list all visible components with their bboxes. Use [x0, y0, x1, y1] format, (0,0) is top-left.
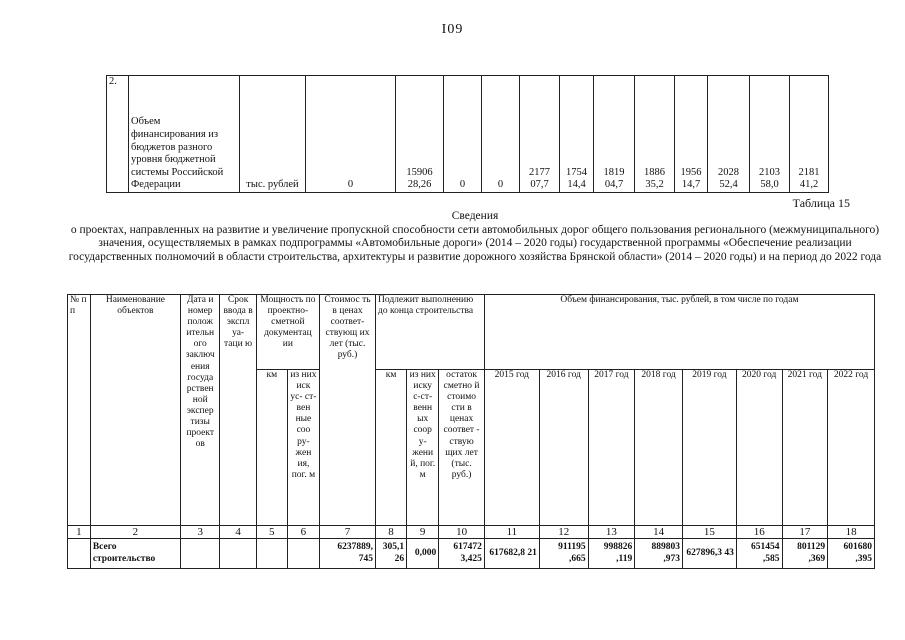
- total-num: [68, 539, 91, 569]
- header-remainder: остаток сметно й стоимо сти в ценах соответ - ствую щих лет (тыс. руб.): [439, 370, 485, 526]
- total-km: 305,1 26: [376, 539, 407, 569]
- header-financing: Объем финансирования, тыс. рублей, в том числе по годам: [484, 295, 874, 370]
- main-table: [67, 294, 875, 569]
- header-year: 2021 год: [782, 370, 828, 526]
- row-number: 2.: [107, 76, 129, 193]
- total-year: 617682,8 21: [484, 539, 539, 569]
- header-artificial: из них иск ус- ст- вен ные соо ру- жен ия, пог. м: [287, 370, 319, 526]
- header-artificial-remaining: из них иску с-ст- венн ых соор у- жени й, пог. м: [407, 370, 439, 526]
- total-row: [68, 539, 875, 569]
- column-number: 9: [407, 526, 439, 539]
- section-heading: [60, 210, 890, 264]
- row-cell: 1886 35,2: [635, 76, 675, 193]
- total-year: 889803 ,973: [635, 539, 683, 569]
- heading-title: Сведения: [451, 210, 499, 222]
- header-km-remaining: км: [376, 370, 407, 526]
- total-year: 651454 ,585: [736, 539, 782, 569]
- header-name: Наименование объектов: [90, 295, 180, 526]
- row-unit: тыс. рублей: [240, 76, 306, 193]
- header-year: 2020 год: [736, 370, 782, 526]
- header-remaining: Подлежит выполнению до конца строительства: [376, 295, 485, 370]
- total-term: [220, 539, 256, 569]
- total-year: 627896,3 43: [682, 539, 736, 569]
- row-cell: 2177 07,7: [520, 76, 560, 193]
- header-cost: Стоимос ть в ценах соответ- ствующ их лет (тыс. руб.): [320, 295, 376, 526]
- column-number: 13: [588, 526, 635, 539]
- page-number: I09: [441, 22, 464, 37]
- header-term: Срок ввода в экспл уа- таци ю: [220, 295, 256, 526]
- column-number: 1: [68, 526, 91, 539]
- top-table: [106, 75, 829, 193]
- table-label: Таблица 15: [792, 196, 850, 210]
- row-cell: 2103 58,0: [750, 76, 790, 193]
- row-cell: 2181 41,2: [790, 76, 829, 193]
- row-cell: 1754 14,4: [560, 76, 594, 193]
- column-number: 17: [782, 526, 828, 539]
- row-cell: 1819 04,7: [594, 76, 635, 193]
- row-cell: 0: [444, 76, 482, 193]
- header-num: № п п: [68, 295, 91, 526]
- row-cell: 0: [306, 76, 396, 193]
- column-number: 14: [635, 526, 683, 539]
- total-year: 911195 ,665: [539, 539, 588, 569]
- column-numbers-row: [68, 526, 875, 539]
- column-number: 2: [90, 526, 180, 539]
- row-cell: 1956 14,7: [675, 76, 708, 193]
- header-year: 2022 год: [828, 370, 875, 526]
- column-number: 11: [484, 526, 539, 539]
- column-number: 7: [320, 526, 376, 539]
- column-number: 8: [376, 526, 407, 539]
- top-table-row: [107, 76, 829, 193]
- column-number: 5: [256, 526, 287, 539]
- total-remainder: 617472 3,425: [439, 539, 485, 569]
- row-cell: 15906 28,26: [396, 76, 444, 193]
- column-number: 18: [828, 526, 875, 539]
- total-label: Всего строительство: [90, 539, 180, 569]
- column-number: 12: [539, 526, 588, 539]
- header-km: км: [256, 370, 287, 526]
- total-date: [181, 539, 220, 569]
- column-number: 4: [220, 526, 256, 539]
- header-date: Дата и номер полож ительн ого заключ ения госуда рствен ной экспер тизы проект ов: [181, 295, 220, 526]
- column-number: 6: [287, 526, 319, 539]
- header-year: 2017 год: [588, 370, 635, 526]
- total-capacity-km: [256, 539, 287, 569]
- total-capacity-artificial: [287, 539, 319, 569]
- row-cell: 2028 52,4: [708, 76, 750, 193]
- total-year: 601680 ,395: [828, 539, 875, 569]
- row-name: Объем финансирования из бюджетов разного уровня бюджетной системы Российской Федерации: [129, 76, 240, 193]
- header-year: 2018 год: [635, 370, 683, 526]
- header-year: 2015 год: [484, 370, 539, 526]
- total-year: 998826 ,119: [588, 539, 635, 569]
- column-number: 10: [439, 526, 485, 539]
- row-cell: 0: [482, 76, 520, 193]
- header-capacity: Мощность по проектно- сметной документац ии: [256, 295, 319, 370]
- total-artificial: 0,000: [407, 539, 439, 569]
- heading-text: о проектах, направленных на развитие и увеличение пропускной способности сети автомобильных дорог общего пользования регионального (межмуниципального) значения, осуществляемых в рамках подпрограммы «Автомобильные дороги» (2014 – 2020 годы) государственной программы «Обеспечение реализации государственных полномочий в области строительства, архитектуры и развитие дорожного хозяйства Брянской области» (2014 – 2020 годы) и на период до 2022 года: [68, 223, 882, 263]
- header-year: 2016 год: [539, 370, 588, 526]
- column-number: 15: [682, 526, 736, 539]
- header-year: 2019 год: [682, 370, 736, 526]
- total-year: 801129 ,369: [782, 539, 828, 569]
- column-number: 3: [181, 526, 220, 539]
- column-number: 16: [736, 526, 782, 539]
- total-cost: 6237889, 745: [320, 539, 376, 569]
